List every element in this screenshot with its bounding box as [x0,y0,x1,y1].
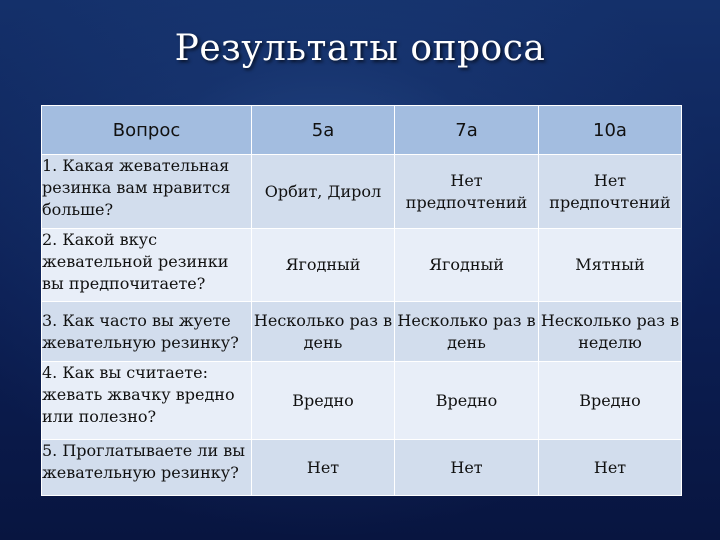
header-class-5a: 5а [252,106,395,155]
answer-cell: Нет [252,440,395,496]
table-header-row [42,106,682,155]
answer-cell: Вредно [252,362,395,440]
answer-cell: Мятный [539,229,682,302]
table-row [42,155,682,229]
answer-cell: Нет [395,440,539,496]
answer-cell: Вредно [395,362,539,440]
header-class-7a: 7а [395,106,539,155]
slide-title: Результаты опроса [174,28,546,69]
question-cell: 5. Проглатываете ли вы жевательную резинку? [42,440,252,496]
answer-cell: Ягодный [252,229,395,302]
survey-results-table [41,105,682,496]
header-question: Вопрос [42,106,252,155]
table-row [42,302,682,362]
question-cell: 3. Как часто вы жуете жевательную резинку? [42,302,252,362]
answer-cell: Нет предпочтений [539,155,682,229]
answer-cell: Ягодный [395,229,539,302]
answer-cell: Несколько раз в день [252,302,395,362]
question-cell: 2. Какой вкус жевательной резинки вы предпочитаете? [42,229,252,302]
answer-cell: Несколько раз в неделю [539,302,682,362]
answer-cell: Нет [539,440,682,496]
table-row [42,362,682,440]
answer-cell: Нет предпочтений [395,155,539,229]
table-row [42,229,682,302]
header-class-10a: 10а [539,106,682,155]
answer-cell: Орбит, Дирол [252,155,395,229]
table-row [42,440,682,496]
answer-cell: Вредно [539,362,682,440]
question-cell: 4. Как вы считаете: жевать жвачку вредно или полезно? [42,362,252,440]
answer-cell: Несколько раз в день [395,302,539,362]
question-cell: 1. Какая жевательная резинка вам нравится больше? [42,155,252,229]
